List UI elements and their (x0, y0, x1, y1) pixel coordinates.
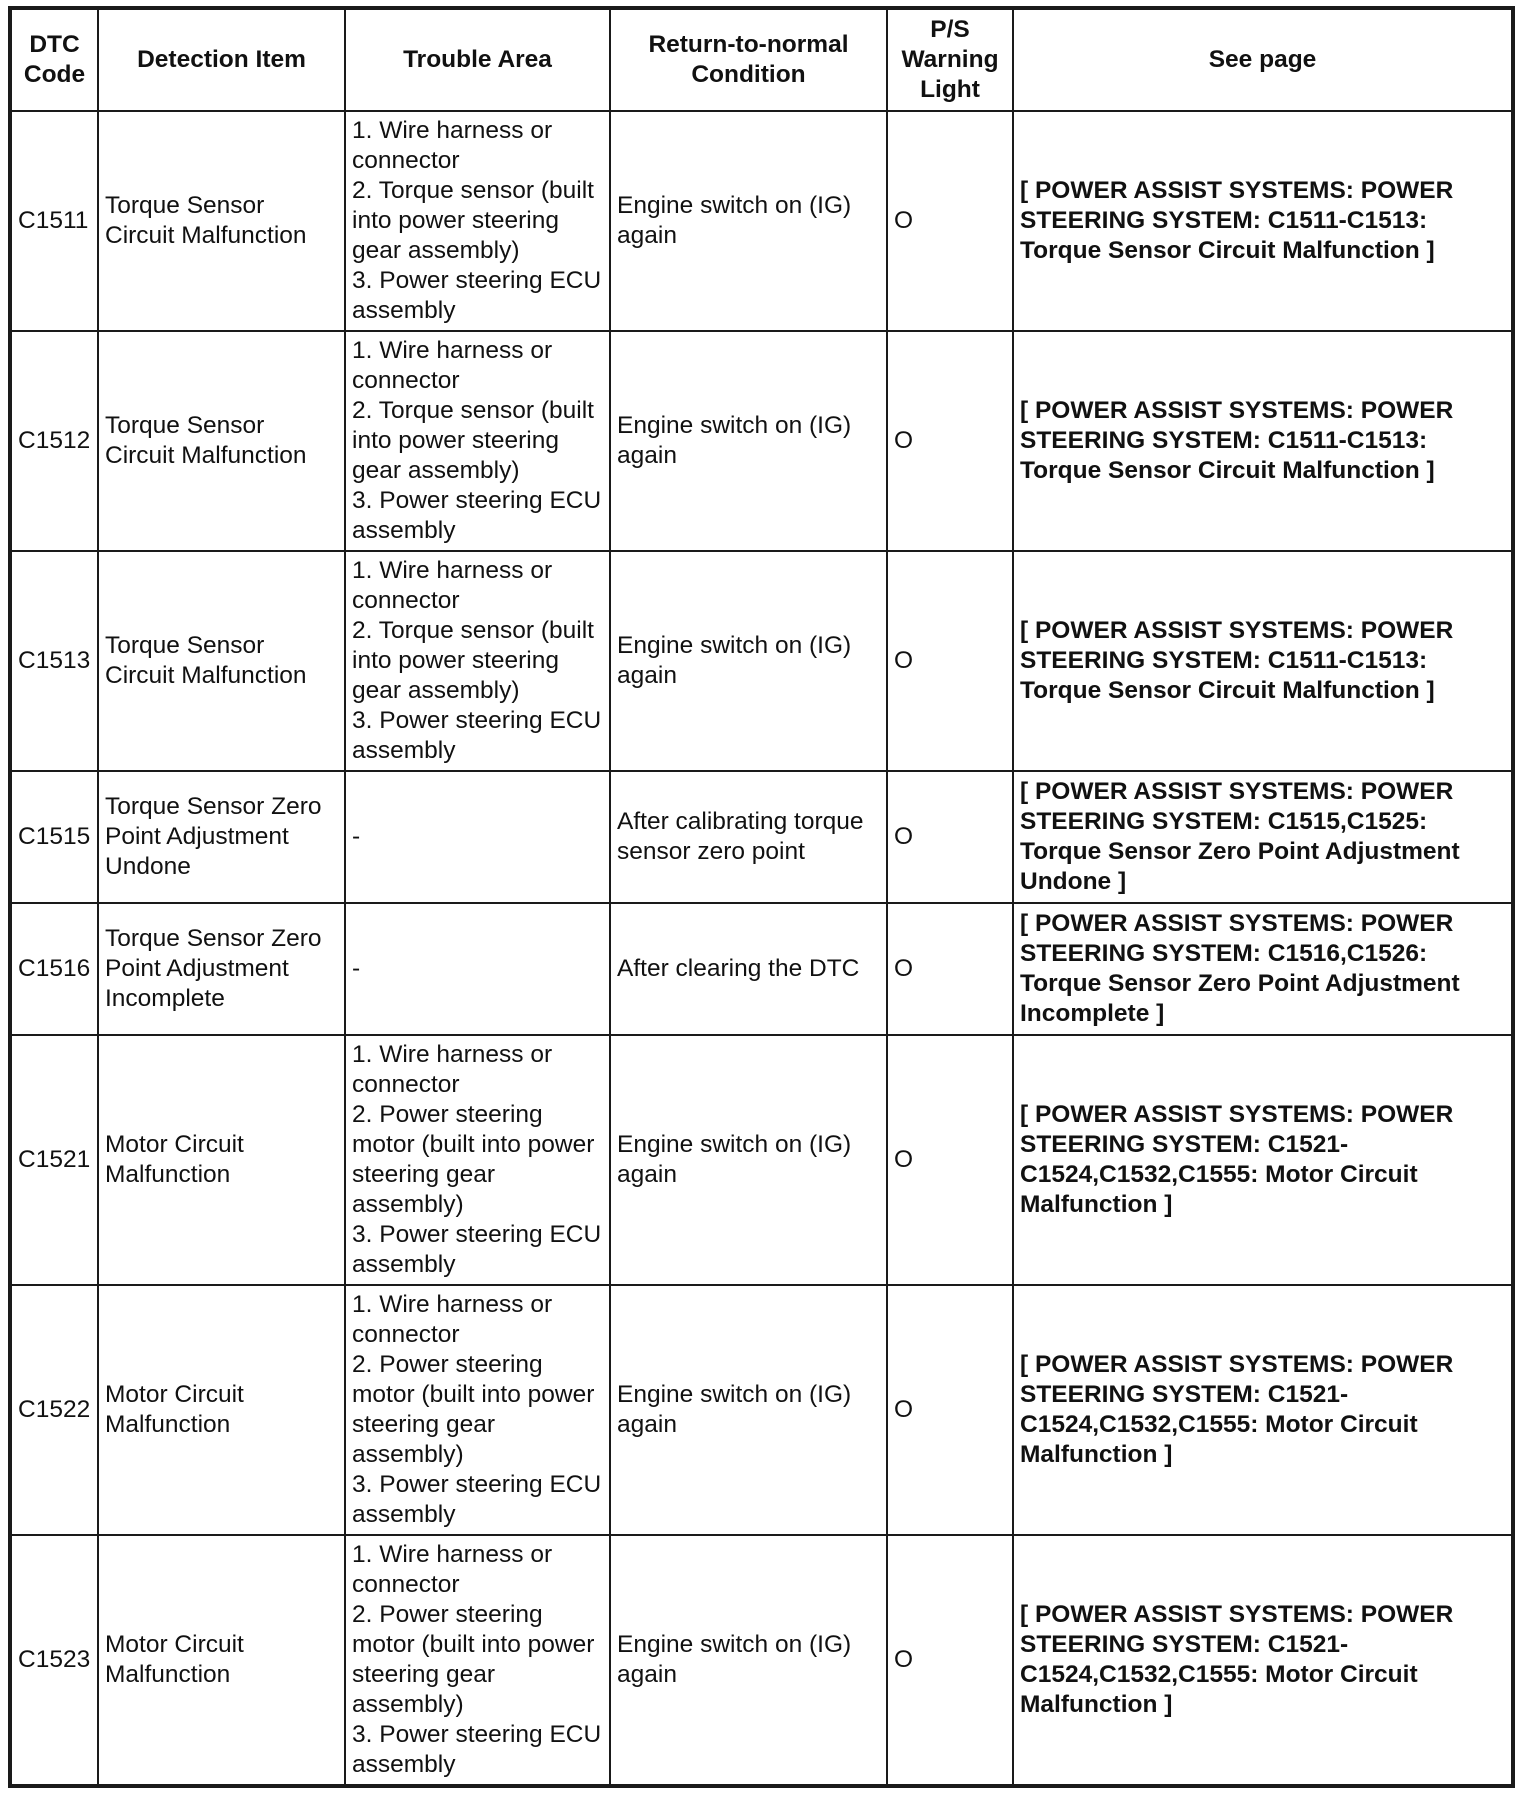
detection-item-cell: Motor Circuit Malfunction (98, 1285, 345, 1535)
dtc-code-cell: C1512 (10, 331, 98, 551)
dtc-code-cell: C1521 (10, 1035, 98, 1285)
trouble-area-line: 3. Power steering ECU assembly (352, 267, 602, 324)
trouble-area-line: 3. Power steering ECU assembly (352, 1221, 602, 1278)
see-page-link[interactable]: [ POWER ASSIST SYSTEMS: POWER STEERING SYSTEM: C1516,C1526: Torque Sensor Zero Point Adjustment Incomplete ] (1013, 903, 1513, 1035)
dtc-code-cell: C1523 (10, 1535, 98, 1786)
trouble-area-line: 3. Power steering ECU assembly (352, 1721, 602, 1778)
trouble-area-line: 2. Power steering motor (built into power steering gear assembly) (352, 1601, 595, 1718)
detection-item-cell: Torque Sensor Circuit Malfunction (98, 551, 345, 771)
table-row (10, 1285, 1513, 1535)
return-condition-cell: Engine switch on (IG) again (610, 1035, 887, 1285)
dtc-code-cell: C1513 (10, 551, 98, 771)
dtc-code-cell: C1516 (10, 903, 98, 1035)
return-condition-cell: Engine switch on (IG) again (610, 551, 887, 771)
warning-light-cell: O (887, 111, 1013, 331)
see-page-link[interactable]: [ POWER ASSIST SYSTEMS: POWER STEERING SYSTEM: C1511-C1513: Torque Sensor Circuit Malfunction ] (1013, 551, 1513, 771)
trouble-area-line: - (352, 823, 361, 850)
return-condition-cell: After calibrating torque sensor zero point (610, 771, 887, 903)
table-row (10, 331, 1513, 551)
trouble-area-cell (345, 551, 610, 771)
warning-light-cell: O (887, 903, 1013, 1035)
return-condition-cell: Engine switch on (IG) again (610, 111, 887, 331)
trouble-area-cell (345, 111, 610, 331)
header-ps-warning-light: P/S Warning Light (887, 8, 1013, 111)
return-condition-cell: After clearing the DTC (610, 903, 887, 1035)
dtc-code-cell: C1511 (10, 111, 98, 331)
table-body (10, 111, 1513, 1786)
dtc-table (8, 6, 1515, 1788)
table-row (10, 903, 1513, 1035)
table-row (10, 1535, 1513, 1786)
see-page-link[interactable]: [ POWER ASSIST SYSTEMS: POWER STEERING SYSTEM: C1511-C1513: Torque Sensor Circuit Malfunction ] (1013, 111, 1513, 331)
trouble-area-line: 3. Power steering ECU assembly (352, 487, 602, 544)
trouble-area-cell (345, 1285, 610, 1535)
trouble-area-cell (345, 331, 610, 551)
warning-light-cell: O (887, 1535, 1013, 1786)
header-see-page: See page (1013, 8, 1513, 111)
trouble-area-cell (345, 1035, 610, 1285)
trouble-area-line: 1. Wire harness or connector (352, 1541, 553, 1598)
header-row (10, 8, 1513, 111)
table-row (10, 1035, 1513, 1285)
warning-light-cell: O (887, 771, 1013, 903)
trouble-area-line: 2. Power steering motor (built into power steering gear assembly) (352, 1351, 595, 1468)
warning-light-cell: O (887, 331, 1013, 551)
header-detection-item: Detection Item (98, 8, 345, 111)
warning-light-cell: O (887, 551, 1013, 771)
trouble-area-line: 3. Power steering ECU assembly (352, 707, 602, 764)
dtc-code-cell: C1515 (10, 771, 98, 903)
trouble-area-line: 1. Wire harness or connector (352, 557, 553, 614)
detection-item-cell: Motor Circuit Malfunction (98, 1535, 345, 1786)
see-page-link[interactable]: [ POWER ASSIST SYSTEMS: POWER STEERING SYSTEM: C1521-C1524,C1532,C1555: Motor Circuit Malfunction ] (1013, 1285, 1513, 1535)
table-row (10, 551, 1513, 771)
trouble-area-line: 2. Torque sensor (built into power steering gear assembly) (352, 397, 594, 484)
see-page-link[interactable]: [ POWER ASSIST SYSTEMS: POWER STEERING SYSTEM: C1511-C1513: Torque Sensor Circuit Malfunction ] (1013, 331, 1513, 551)
detection-item-cell: Torque Sensor Zero Point Adjustment Incomplete (98, 903, 345, 1035)
see-page-link[interactable]: [ POWER ASSIST SYSTEMS: POWER STEERING SYSTEM: C1515,C1525: Torque Sensor Zero Point Adjustment Undone ] (1013, 771, 1513, 903)
warning-light-cell: O (887, 1035, 1013, 1285)
trouble-area-line: 2. Power steering motor (built into power steering gear assembly) (352, 1101, 595, 1218)
dtc-code-cell: C1522 (10, 1285, 98, 1535)
detection-item-cell: Torque Sensor Circuit Malfunction (98, 111, 345, 331)
see-page-link[interactable]: [ POWER ASSIST SYSTEMS: POWER STEERING SYSTEM: C1521-C1524,C1532,C1555: Motor Circuit Malfunction ] (1013, 1535, 1513, 1786)
trouble-area-line: 2. Torque sensor (built into power steering gear assembly) (352, 617, 594, 704)
trouble-area-cell (345, 903, 610, 1035)
table-row (10, 111, 1513, 331)
trouble-area-cell (345, 1535, 610, 1786)
warning-light-cell: O (887, 1285, 1013, 1535)
trouble-area-line: 1. Wire harness or connector (352, 117, 553, 174)
trouble-area-line: 2. Torque sensor (built into power steering gear assembly) (352, 177, 594, 264)
detection-item-cell: Torque Sensor Zero Point Adjustment Undone (98, 771, 345, 903)
detection-item-cell: Motor Circuit Malfunction (98, 1035, 345, 1285)
table-header (10, 8, 1513, 111)
see-page-link[interactable]: [ POWER ASSIST SYSTEMS: POWER STEERING SYSTEM: C1521-C1524,C1532,C1555: Motor Circuit Malfunction ] (1013, 1035, 1513, 1285)
return-condition-cell: Engine switch on (IG) again (610, 331, 887, 551)
return-condition-cell: Engine switch on (IG) again (610, 1285, 887, 1535)
trouble-area-line: - (352, 955, 361, 982)
return-condition-cell: Engine switch on (IG) again (610, 1535, 887, 1786)
trouble-area-line: 3. Power steering ECU assembly (352, 1471, 602, 1528)
header-return-condition: Return-to-normal Condition (610, 8, 887, 111)
header-dtc-code: DTC Code (10, 8, 98, 111)
trouble-area-line: 1. Wire harness or connector (352, 337, 553, 394)
header-trouble-area: Trouble Area (345, 8, 610, 111)
detection-item-cell: Torque Sensor Circuit Malfunction (98, 331, 345, 551)
table-row (10, 771, 1513, 903)
trouble-area-line: 1. Wire harness or connector (352, 1291, 553, 1348)
trouble-area-cell (345, 771, 610, 903)
trouble-area-line: 1. Wire harness or connector (352, 1041, 553, 1098)
